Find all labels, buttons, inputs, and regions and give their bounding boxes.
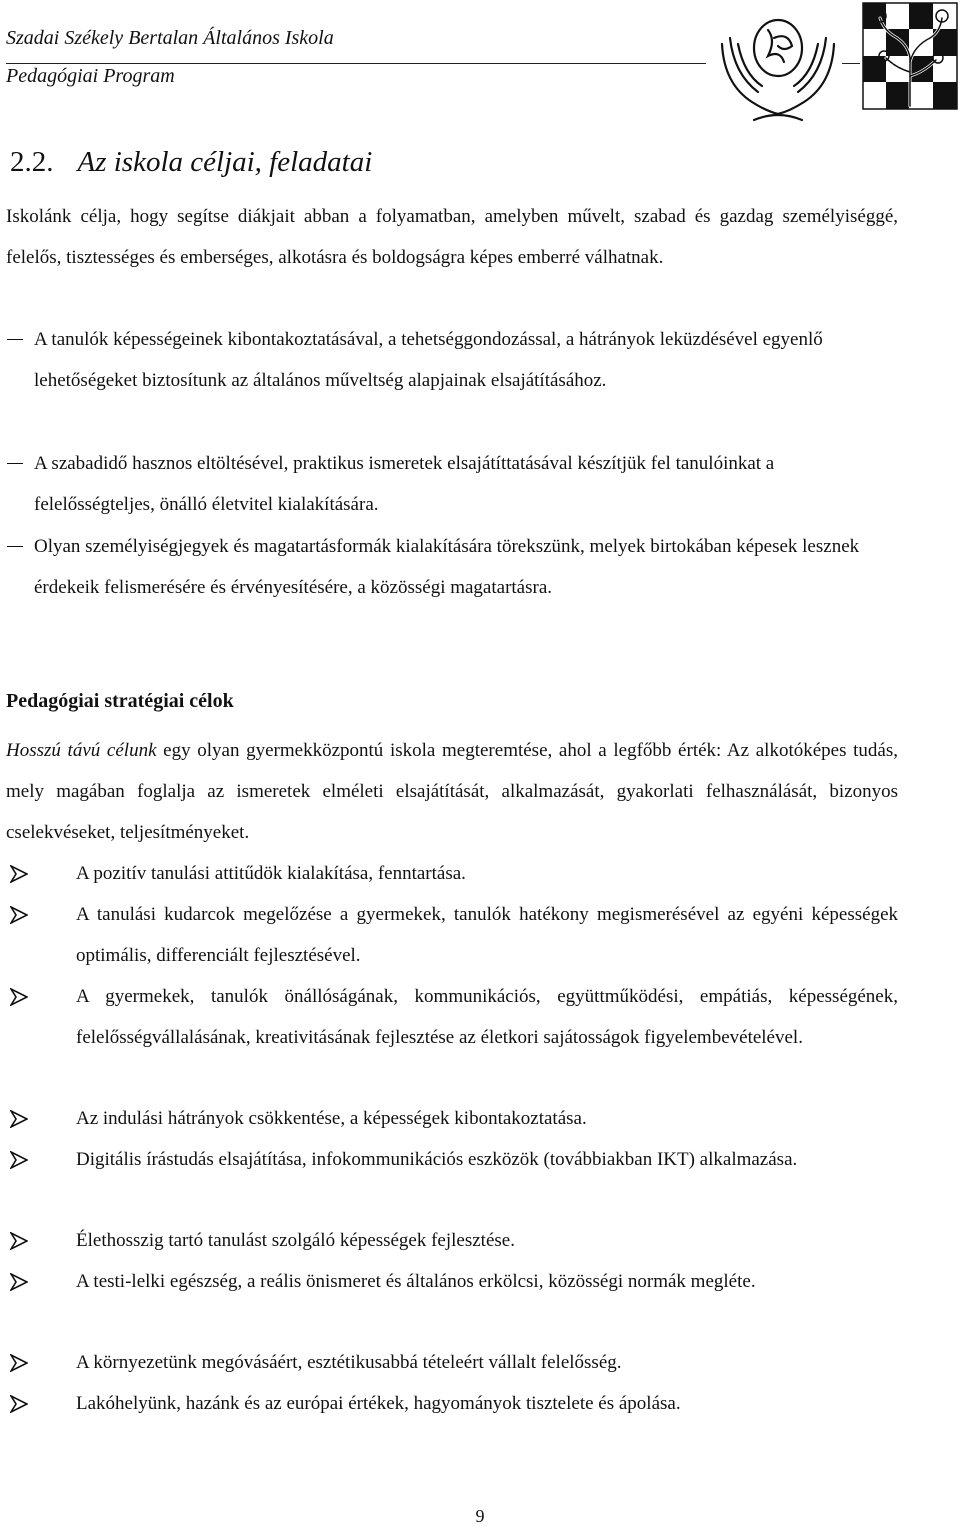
arrowhead-outline-icon [10, 1220, 34, 1261]
arrowhead-outline-icon [10, 1261, 34, 1302]
goal-list-item-text: A környezetünk megóvásáért, esztétikusabbá tételeért vállalt felelősség. [76, 1352, 622, 1373]
goal-list-item-text: A gyermekek, tanulók önállóságának, kommunikációs, együttműködési, empátiás, képességének, felelősségvállalásának, kreativitásának fejlesztése az életkori sajátosságok figyelembevételével. [76, 986, 898, 1048]
goal-list-item [10, 1342, 898, 1383]
goal-list-item-text: Élethosszig tartó tanulást szolgáló képességek fejlesztése. [76, 1230, 515, 1251]
hands-logo-icon [714, 8, 842, 126]
header-program-name: Pedagógiai Program [6, 65, 175, 87]
dash-list-item [6, 319, 898, 401]
goal-list-item-text: A tanulási kudarcok megelőzése a gyermekek, tanulók hatékony megismerésével az egyéni képességek optimális, differenciált fejlesztésével. [76, 904, 898, 966]
long-term-label: Hosszú távú célunk [6, 740, 157, 761]
arrowhead-outline-icon [10, 1139, 34, 1180]
goal-list-item [10, 894, 898, 976]
strategy-heading: Pedagógiai stratégiai célok [6, 690, 234, 712]
goal-list-item-text: A pozitív tanulási attitűdök kialakítása, fenntartása. [76, 863, 466, 884]
arrowhead-outline-icon [10, 1383, 34, 1424]
goal-list-item [10, 1261, 898, 1302]
dash-list-item-text: A tanulók képességeinek kibontakoztatásával, a tehetséggondozással, a hátrányok leküzdésével egyenlő lehetőségeket biztosítunk az általános műveltség alapjainak elsajátításához. [34, 329, 823, 391]
goal-list-item-text: Az indulási hátrányok csökkentése, a képességek kibontakoztatása. [76, 1108, 587, 1129]
header-rule [6, 63, 706, 64]
arrowhead-outline-icon [10, 1098, 34, 1139]
dash-list-item-text: A szabadidő hasznos eltöltésével, praktikus ismeretek elsajátíttatásával készítjük fel tanulóinkat a felelősségteljes, önálló életvitel kialakítására. [34, 453, 775, 515]
goal-list-item-text: A testi-lelki egészség, a reális önismeret és általános erkölcsi, közösségi normák megléte. [76, 1271, 756, 1292]
goal-list-item [10, 1220, 898, 1261]
arrowhead-outline-icon [10, 976, 34, 1017]
arrowhead-outline-icon [10, 894, 34, 935]
header-school-name: Szadai Székely Bertalan Általános Iskola [6, 27, 334, 49]
chess-tree-logo-icon [862, 2, 958, 110]
goal-list-item [10, 1383, 898, 1424]
long-term-text: egy olyan gyermekközpontú iskola megteremtése, ahol a legfőbb érték: Az alkotóképes tudás, mely magában foglalja az ismeretek elméleti elsajátítását, alkalmazását, gyakorlati felhasználását, bizonyos cselekvéseket, teljesítményeket. [6, 740, 898, 843]
section-heading [10, 146, 372, 179]
goal-list-item-text: Lakóhelyünk, hazánk és az európai értékek, hagyományok tisztelete és ápolása. [76, 1393, 681, 1414]
goal-list-item-text: Digitális írástudás elsajátítása, infokommunikációs eszközök (továbbiakban IKT) alkalmazása. [76, 1149, 798, 1170]
intro-paragraph: Iskolánk célja, hogy segítse diákjait abban a folyamatban, amelyben művelt, szabad és gazdag személyiséggé, felelős, tisztességes és emberséges, alkotásra és boldogságra képes emberré válhatnak. [6, 206, 898, 268]
goal-list-item [10, 853, 898, 894]
dash-list-item-text: Olyan személyiségjegyek és magatartásformák kialakítására törekszünk, melyek birtokában képesek lesznek érdekeik felismerésére és érvényesítésére, a közösségi magatartásra. [34, 536, 860, 598]
goal-list-item [10, 976, 898, 1058]
goal-list-item [10, 1098, 898, 1139]
header-rule-right [842, 63, 860, 64]
section-number: 2.2. [10, 146, 54, 178]
goal-list-item [10, 1139, 898, 1180]
page-number: 9 [475, 1506, 485, 1526]
long-term-goal-paragraph [6, 730, 898, 853]
section-title: Az iskola céljai, feladatai [77, 146, 373, 178]
arrowhead-outline-icon [10, 853, 34, 894]
dash-list-item [6, 443, 898, 525]
arrowhead-outline-icon [10, 1342, 34, 1383]
dash-list-item [6, 526, 898, 608]
